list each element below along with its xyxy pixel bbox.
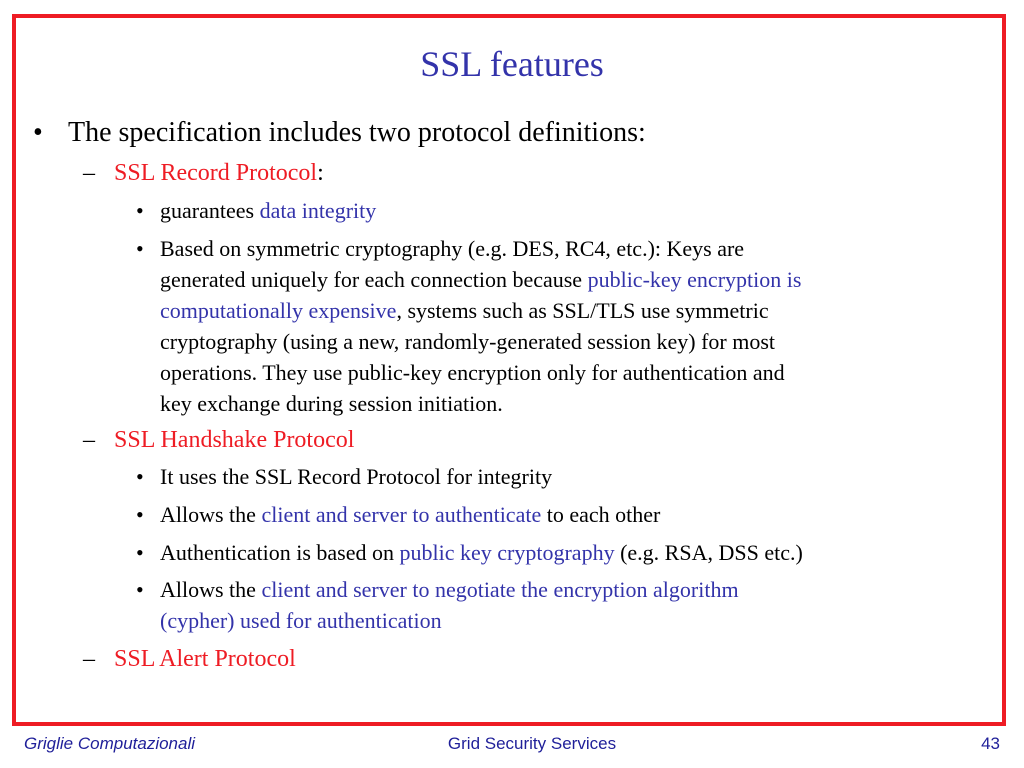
list-item-line: cryptography (using a new, randomly-generated session key) for most <box>160 329 776 354</box>
highlight-text: computationally expensive <box>160 298 397 323</box>
bullet-marker: • <box>136 236 144 261</box>
highlight-text: public-key encryption is <box>587 267 802 292</box>
dash-marker: – <box>83 427 95 453</box>
record-protocol-colon: : <box>317 160 324 186</box>
list-item-line: key exchange during session initiation. <box>160 391 503 416</box>
list-item-line: operations. They use public-key encryption only for authentication and <box>160 360 785 385</box>
footer-page-number: 43 <box>981 734 1000 753</box>
list-item-line: computationally expensive, systems such as SSL/TLS use symmetric <box>160 298 769 323</box>
list-item: Allows the client and server to authenticate to each other <box>160 502 661 527</box>
list-item: guarantees data integrity <box>160 198 377 223</box>
list-item: Authentication is based on public key cryptography (e.g. RSA, DSS etc.) <box>160 540 803 565</box>
highlight-text: public key cryptography <box>399 540 615 565</box>
bullet-marker: • <box>33 117 43 148</box>
list-item-line: generated uniquely for each connection because public-key encryption is <box>160 267 802 292</box>
bullet-marker: • <box>136 540 144 565</box>
record-protocol-name: SSL Record Protocol <box>114 160 318 186</box>
handshake-protocol-heading: SSL Handshake Protocol <box>114 427 355 453</box>
dash-marker: – <box>83 160 95 186</box>
list-item-line: Allows the client and server to negotiate the encryption algorithm <box>160 577 739 602</box>
bullet-marker: • <box>136 198 144 223</box>
slide-title: SSL features <box>420 44 604 84</box>
list-item-line: Based on symmetric cryptography (e.g. DES, RC4, etc.): Keys are <box>160 236 745 261</box>
dash-marker: – <box>83 646 95 672</box>
bullet-marker: • <box>136 577 144 602</box>
record-protocol-heading <box>114 158 324 188</box>
highlight-text: client and server to authenticate <box>261 502 542 527</box>
bullet-marker: • <box>136 464 144 489</box>
bullet-text: The specification includes two protocol definitions: <box>68 117 646 148</box>
list-item-line: (cypher) used for authentication <box>160 608 442 633</box>
bullet-marker: • <box>136 502 144 527</box>
footer-course-name: Griglie Computazionali <box>24 734 196 753</box>
highlight-text: data integrity <box>259 198 377 223</box>
footer-lecture-title: Grid Security Services <box>447 734 617 753</box>
list-item: It uses the SSL Record Protocol for integrity <box>160 464 553 489</box>
highlight-text: client and server to negotiate the encryption algorithm <box>261 577 739 602</box>
alert-protocol-heading: SSL Alert Protocol <box>114 646 296 672</box>
